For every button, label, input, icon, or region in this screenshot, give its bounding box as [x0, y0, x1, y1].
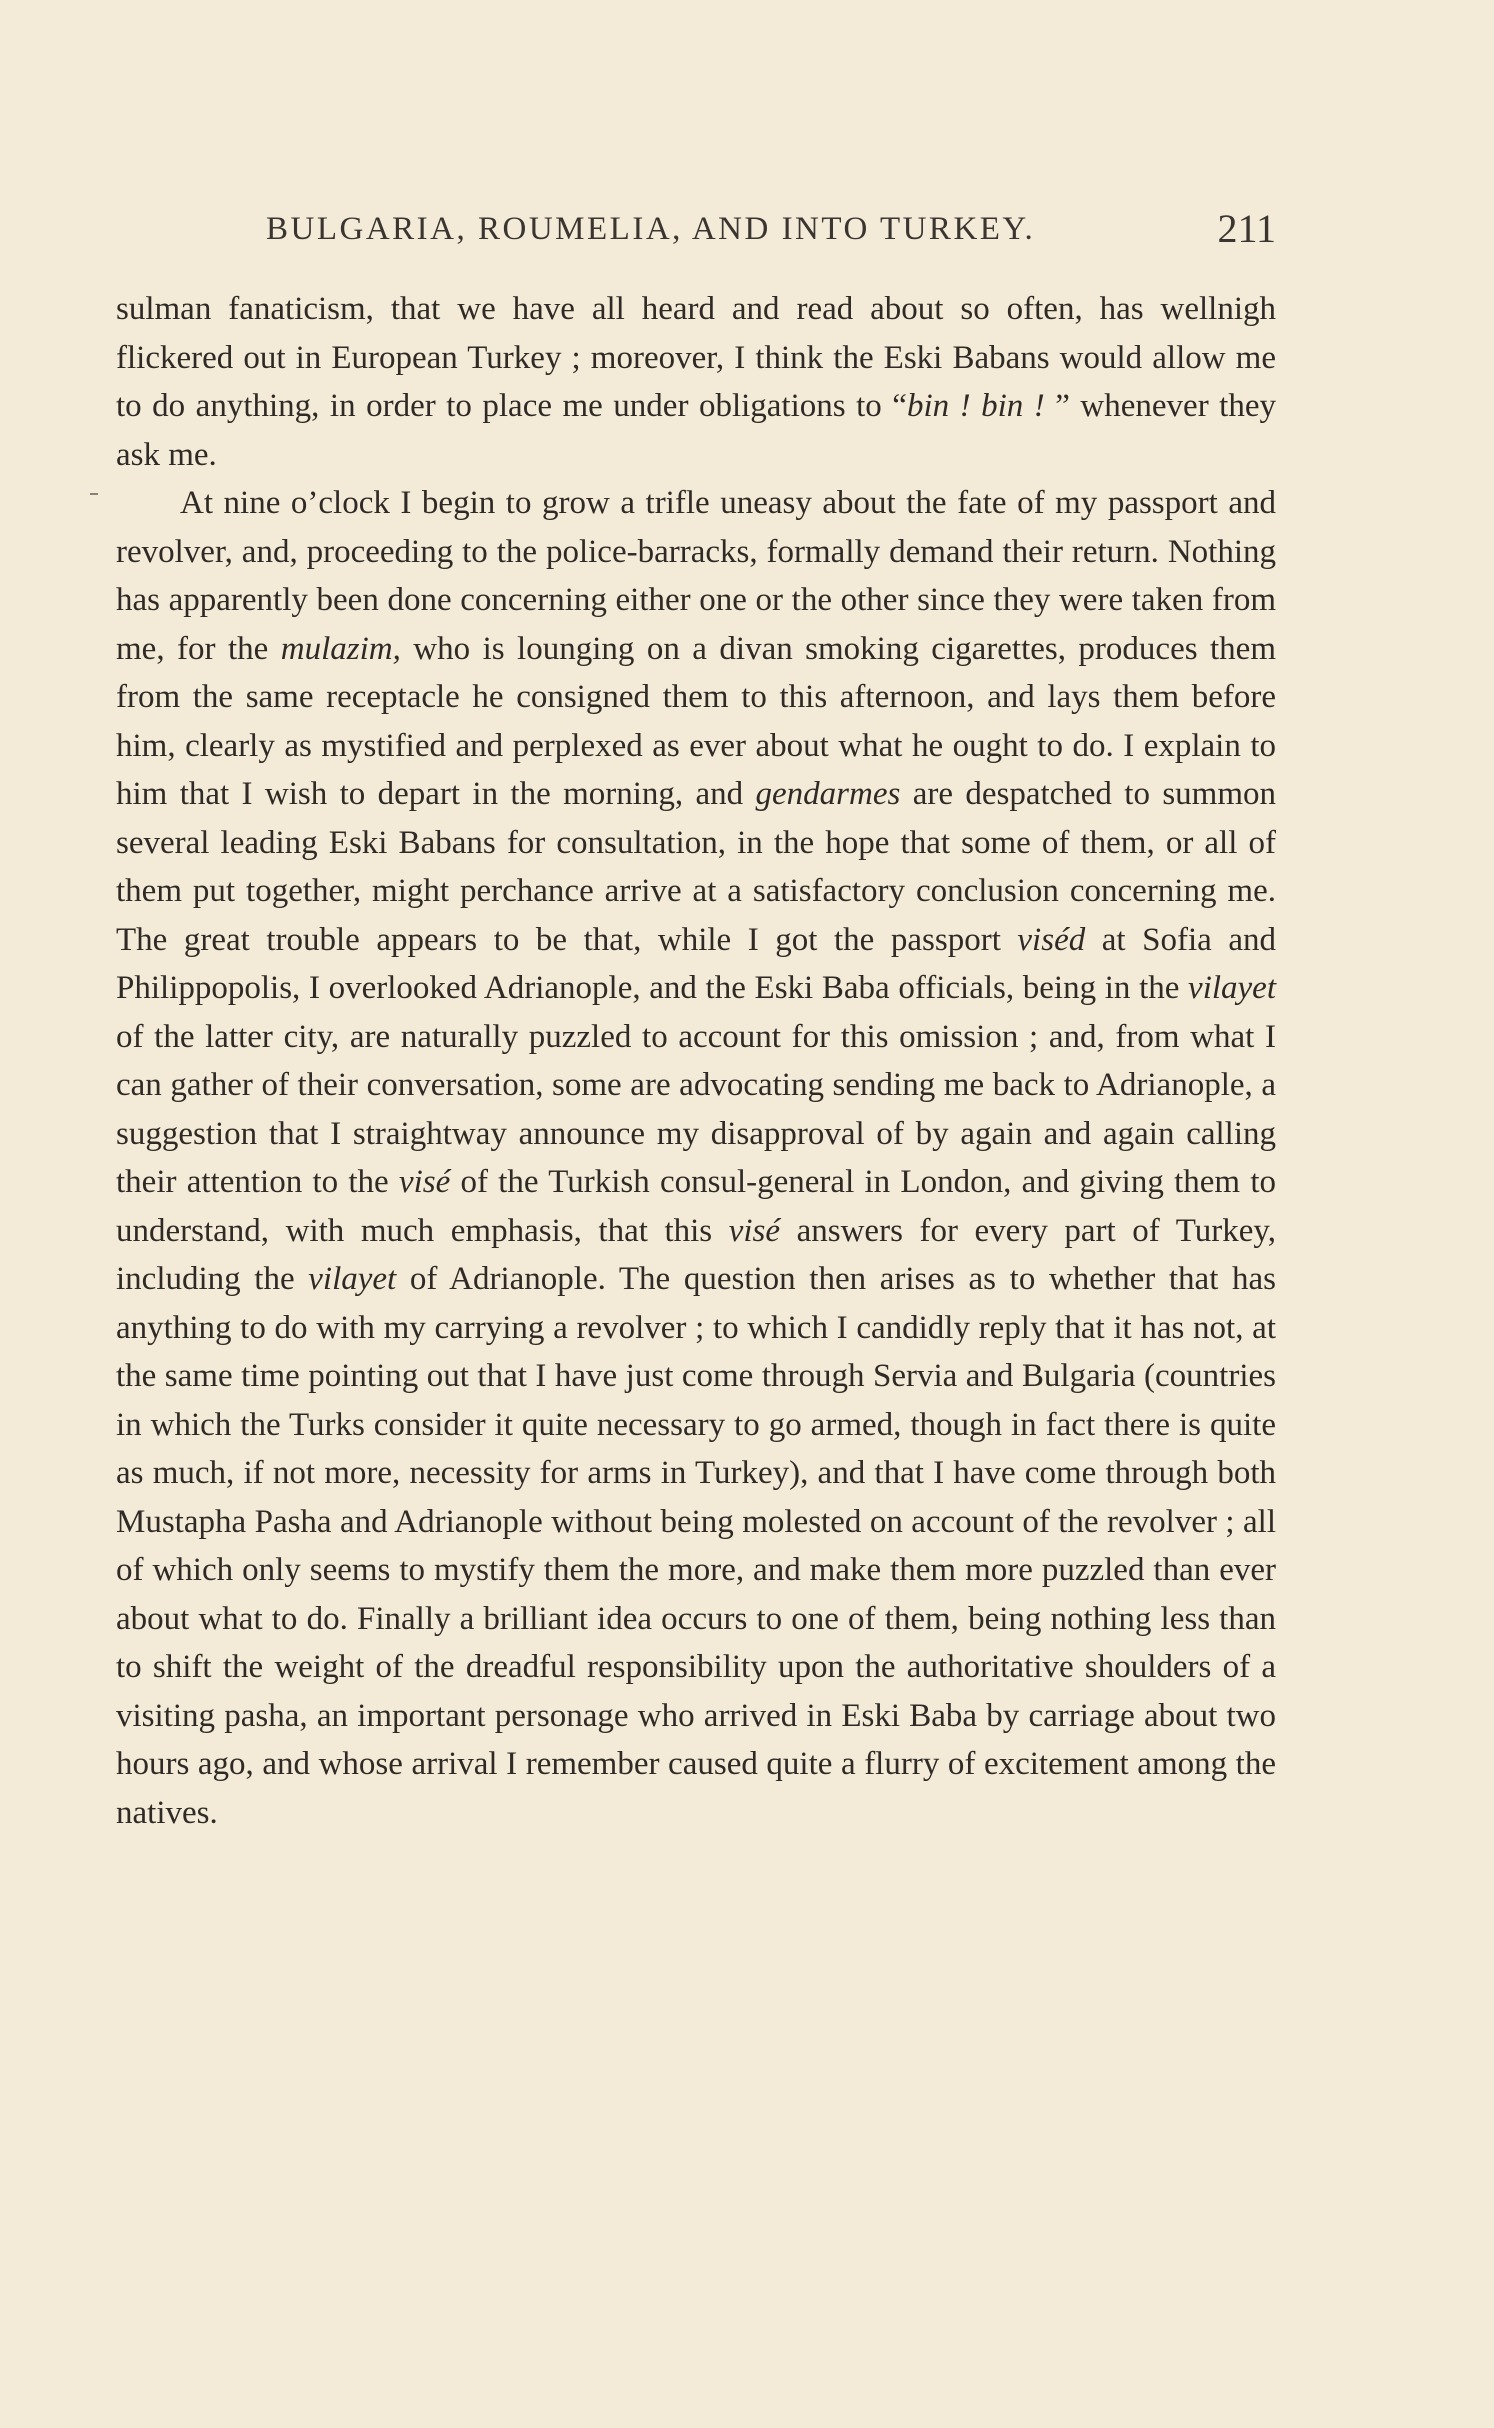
paragraph-2-italic-5: visé — [398, 1164, 451, 1200]
paragraph-1-text-1: sulman fanaticism, that we have all heard and read about so often, has wellnigh flickered out in European Turkey ; moreover, I think the Eski Babans would allow me to do anything, in order to place me under obligations to “ — [116, 291, 1276, 424]
paragraph-2-text-3: are despatched to summon several leading Eski Babans for consultation, in the hope that some of them, or all of them put together, might perchance arrive at a satisfactory conclusion concerning me. The great trouble appears to be that, while I got the passport — [116, 776, 1276, 958]
running-header — [116, 205, 1276, 255]
paragraph-2-text-7: answers for every part of Turkey, including the — [116, 1212, 1276, 1297]
paragraph-2-italic-2: gendarmes — [755, 776, 901, 812]
paragraph-2-text-6: of the Turkish consul-general in London, and giving them to understand, with much emphasis, that this — [116, 1164, 1276, 1249]
paragraph-2-italic-6: visé — [728, 1212, 781, 1249]
paragraph-1-italic-1: bin ! bin ! — [906, 388, 1045, 424]
paragraph-2-text-8: of Adrianople. The question then arises as to whether that has anything to do with my carrying a revolver ; to which I candidly reply that it has not, at the same time pointing out that I have just come through Servia and Bulgaria (countries in which the Turks consider it quite necessary to go armed, though in fact there is quite as much, if not more, necessity for arms in Turkey), and that I have come through both Mustapha Pasha and Adrianople without being molested on account of the revolver ; all of which only seems to mystify them the more, and make them more puzzled than ever about what to do. Finally a brilliant idea occurs to one of them, being nothing less than to shift the weight of the dreadful responsibility upon the authoritative shoulders of a visiting pasha, an important personage who arrived in Eski Baba by carriage about two hours ago, and whose arrival I remember caused quite a flurry of excitement among the natives. — [116, 1261, 1276, 1831]
paragraph-2-text-1: At nine o’clock I begin to grow a trifle uneasy about the fate of my passport and revolver, and, proceeding to the police-barracks, formally demand their return. Nothing has apparently been done concerning either one or the other since they were taken from me, for the — [116, 485, 1276, 667]
paragraph-2-text-4: at Sofia and Philippopolis, I overlooked Adrianople, and the Eski Baba officials, being in the — [116, 921, 1276, 1006]
paragraph-2-italic-7: vilayet — [308, 1261, 397, 1297]
body-text — [116, 285, 1276, 1837]
margin-mark — [90, 493, 98, 495]
paragraph-1 — [116, 285, 1276, 479]
paragraph-2-text-5: of the latter city, are naturally puzzled to account for this omission ; and, from what I can gather of their conversation, some are advocating sending me back to Adrianople, a suggestion that I straightway announce my disapproval of by again and again calling their attention to the — [116, 1018, 1276, 1200]
paragraph-1-text-2: ” whenever they ask me. — [116, 388, 1276, 473]
running-title: BULGARIA, ROUMELIA, AND INTO TURKEY. — [266, 211, 1036, 247]
paragraph-2 — [116, 479, 1276, 1837]
paragraph-2-text-2: who is lounging on a divan smoking cigarettes, produces them from the same receptacle he consigned them to this afternoon, and lays them before him, clearly as mystified and perplexed as ever about what he ought to do. I explain to him that I wish to depart in the morning, and — [116, 630, 1277, 812]
page-number: 211 — [1217, 206, 1276, 251]
paragraph-2-italic-1: mulazim, — [280, 630, 401, 667]
paragraph-2-italic-3: viséd — [1017, 921, 1086, 958]
paragraph-2-italic-4: vilayet — [1188, 970, 1276, 1006]
